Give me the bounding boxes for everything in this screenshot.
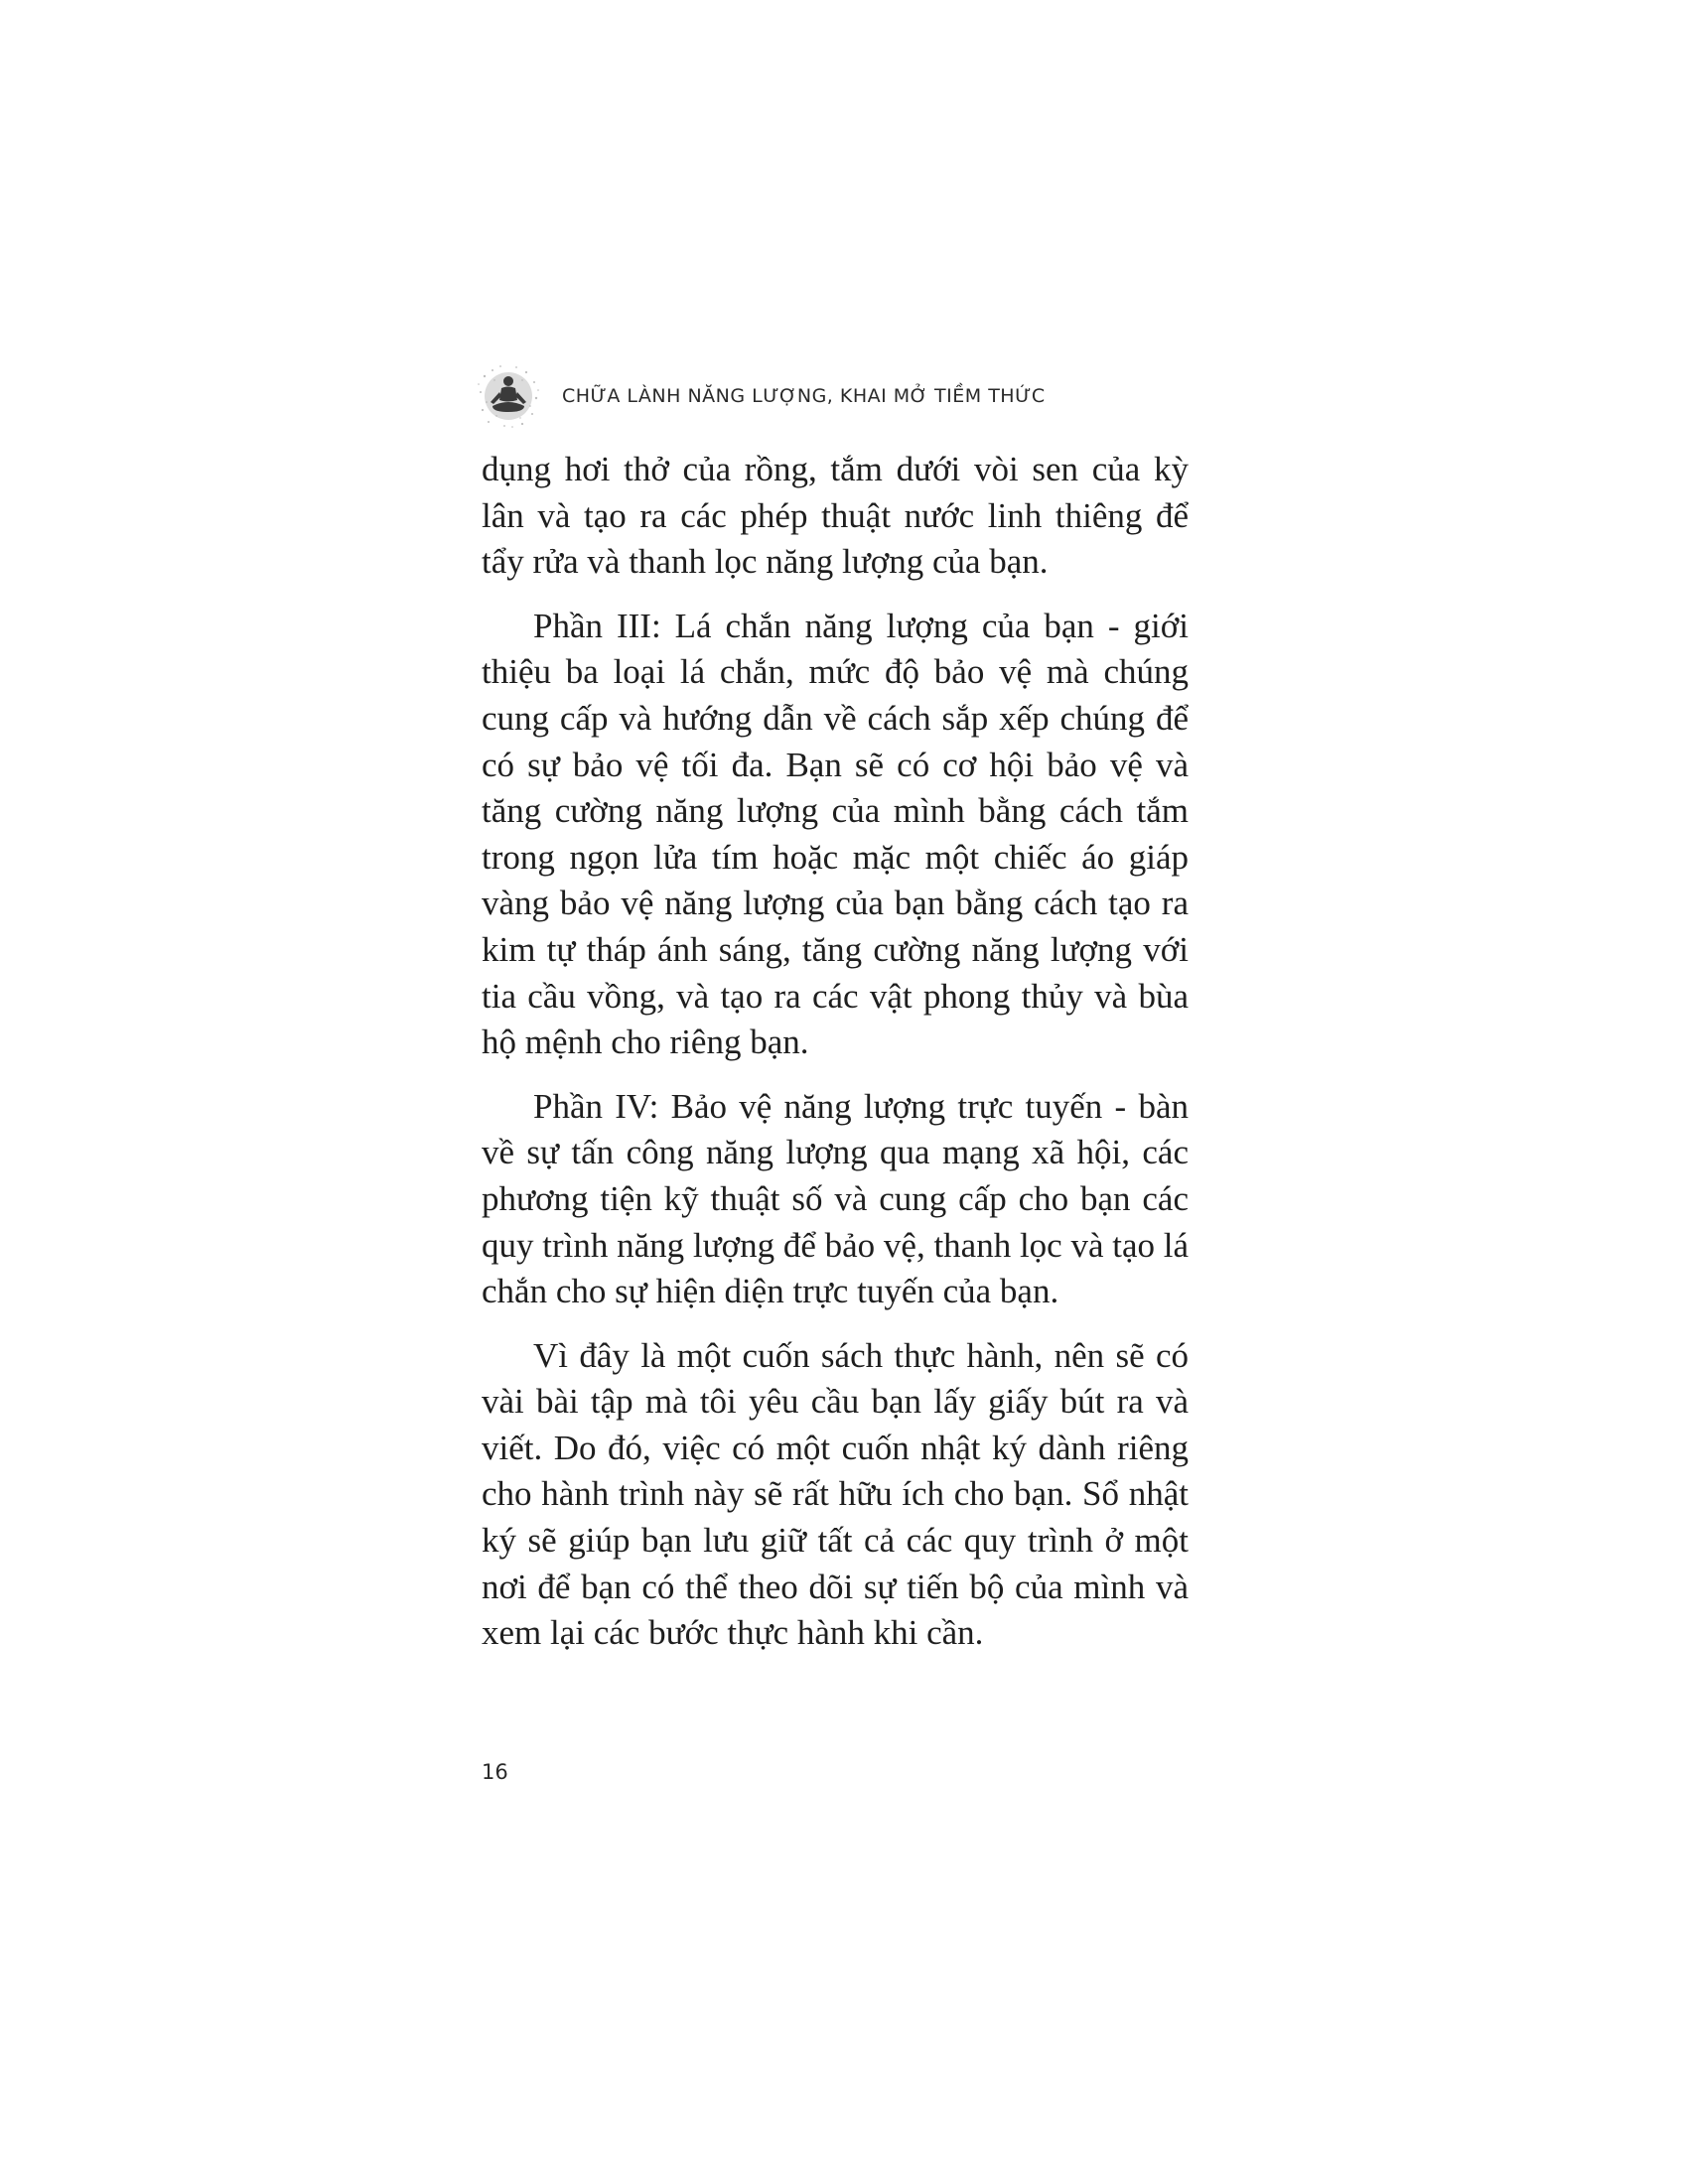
body-text bbox=[482, 447, 1189, 1657]
page-number: 16 bbox=[482, 1760, 508, 1784]
meditation-figure-icon bbox=[475, 362, 542, 430]
paragraph: Phần III: Lá chắn năng lượng của bạn - giới thiệu ba loại lá chắn, mức độ bảo vệ mà chúng cung cấp và hướng dẫn về cách sắp xếp chúng để có sự bảo vệ tối đa. Bạn sẽ có cơ hội bảo vệ và tăng cường năng lượng của mình bằng cách tắm trong ngọn lửa tím hoặc mặc một chiếc áo giáp vàng bảo vệ năng lượng của bạn bằng cách tạo ra kim tự tháp ánh sáng, tăng cường năng lượng với tia cầu vồng, và tạo ra các vật phong thủy và bùa hộ mệnh cho riêng bạn. bbox=[482, 606, 1189, 1062]
paragraph: dụng hơi thở của rồng, tắm dưới vòi sen của kỳ lân và tạo ra các phép thuật nước linh thiêng để tẩy rửa và thanh lọc năng lượng của bạn. bbox=[482, 450, 1189, 582]
paragraph: Vì đây là một cuốn sách thực hành, nên sẽ có vài bài tập mà tôi yêu cầu bạn lấy giấy bút ra và viết. Do đó, việc có một cuốn nhật ký dành riêng cho hành trình này sẽ rất hữu ích cho bạn. Sổ nhật ký sẽ giúp bạn lưu giữ tất cả các quy trình ở một nơi để bạn có thể theo dõi sự tiến bộ của mình và xem lại các bước thực hành khi cần. bbox=[482, 1335, 1189, 1653]
running-header bbox=[475, 361, 1046, 431]
paragraph: Phần IV: Bảo vệ năng lượng trực tuyến - bàn về sự tấn công năng lượng qua mạng xã hội, các phương tiện kỹ thuật số và cung cấp cho bạn các quy trình năng lượng để bảo vệ, thanh lọc và tạo lá chắn cho sự hiện diện trực tuyến của bạn. bbox=[482, 1086, 1190, 1311]
running-header-title: CHỮA LÀNH NĂNG LƯỢNG, KHAI MỞ TIỀM THỨC bbox=[562, 385, 1046, 407]
